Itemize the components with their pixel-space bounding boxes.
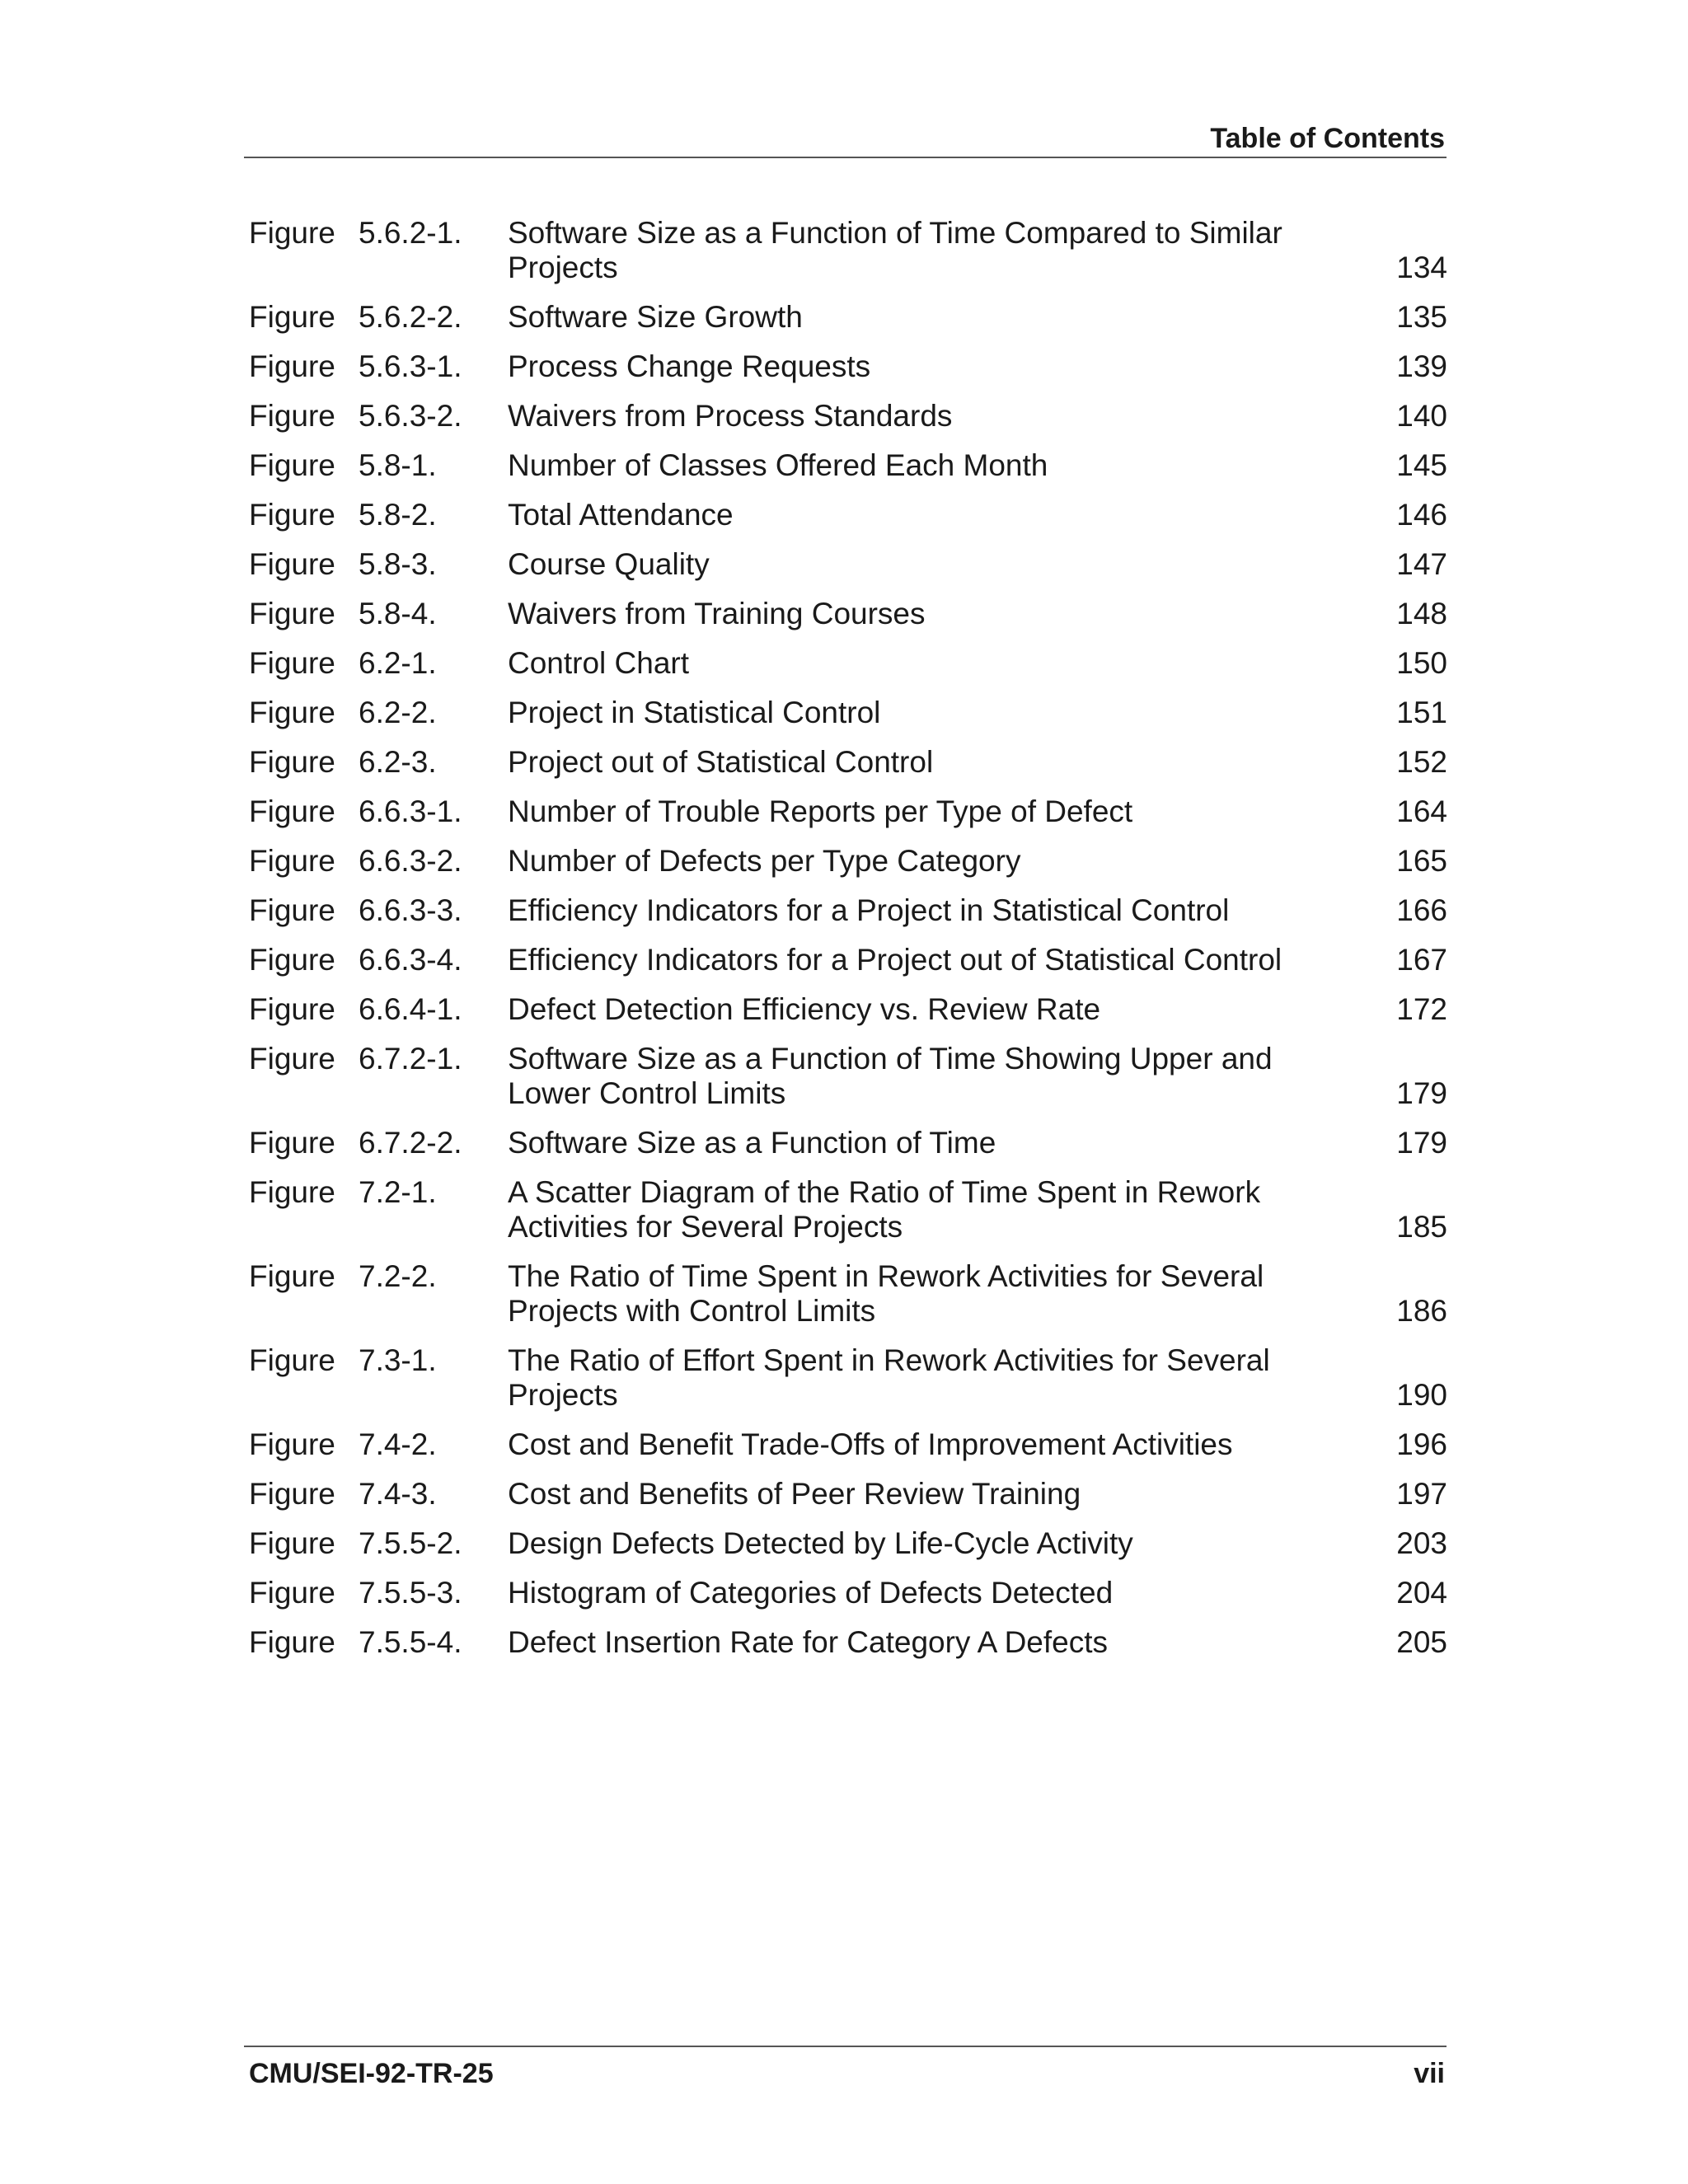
toc-entry-number: 6.2-1. xyxy=(359,646,437,680)
toc-entry-label: Figure xyxy=(249,1427,335,1461)
toc-entry-number: 5.6.3-1. xyxy=(359,349,462,383)
toc-entry-page: 140 xyxy=(1396,399,1447,433)
toc-entry-page: 190 xyxy=(1396,1378,1447,1412)
toc-entry[interactable] xyxy=(249,399,1447,434)
toc-entry-title xyxy=(508,300,1332,335)
toc-entry-title-line: Design Defects Detected by Life-Cycle Activity xyxy=(508,1526,1133,1560)
toc-entry[interactable] xyxy=(249,1259,1447,1329)
toc-entry[interactable] xyxy=(249,448,1447,483)
toc-entry-number: 6.2-2. xyxy=(359,696,437,729)
list-of-figures xyxy=(249,216,1447,1675)
toc-entry-number: 7.5.5-3. xyxy=(359,1576,462,1610)
toc-entry-page: 139 xyxy=(1396,349,1447,383)
toc-entry-title xyxy=(508,1477,1332,1511)
toc-entry-title xyxy=(508,1343,1332,1413)
toc-entry-page: 166 xyxy=(1396,893,1447,927)
toc-entry-title-line: Projects xyxy=(508,1378,618,1412)
toc-entry-title-line: Projects with Control Limits xyxy=(508,1294,876,1328)
toc-entry-title xyxy=(508,1042,1332,1111)
toc-entry-number: 7.4-3. xyxy=(359,1477,437,1511)
toc-entry-title-line: Histogram of Categories of Defects Detected xyxy=(508,1576,1114,1610)
header-rule xyxy=(244,157,1447,158)
toc-entry-title xyxy=(508,498,1332,532)
toc-entry[interactable] xyxy=(249,1175,1447,1244)
toc-entry-page: 179 xyxy=(1396,1126,1447,1160)
toc-entry-page: 145 xyxy=(1396,448,1447,482)
toc-entry-number: 6.6.3-3. xyxy=(359,893,462,927)
toc-entry[interactable] xyxy=(249,1343,1447,1413)
toc-entry-label: Figure xyxy=(249,1126,335,1160)
toc-entry-page: 185 xyxy=(1396,1210,1447,1244)
toc-entry-number: 6.6.3-4. xyxy=(359,943,462,977)
toc-entry-page: 151 xyxy=(1396,696,1447,729)
toc-entry-label: Figure xyxy=(249,992,335,1026)
toc-entry-title-line: Process Change Requests xyxy=(508,349,871,383)
toc-entry-label: Figure xyxy=(249,1576,335,1610)
toc-entry-label: Figure xyxy=(249,794,335,828)
toc-entry-title xyxy=(508,844,1332,879)
toc-entry-title-line: Software Size as a Function of Time xyxy=(508,1126,996,1160)
toc-entry-title xyxy=(508,448,1332,483)
toc-entry-title-line: Projects xyxy=(508,251,618,284)
toc-entry-title-line: Course Quality xyxy=(508,547,710,581)
toc-entry-title-line: Cost and Benefit Trade-Offs of Improvement Activities xyxy=(508,1427,1233,1461)
toc-entry-page: 172 xyxy=(1396,992,1447,1026)
toc-entry-number: 7.2-2. xyxy=(359,1259,437,1293)
toc-entry-label: Figure xyxy=(249,349,335,383)
footer-rule xyxy=(244,2046,1447,2047)
toc-entry-page: 186 xyxy=(1396,1294,1447,1328)
toc-entry-page: 148 xyxy=(1396,597,1447,630)
toc-entry-title xyxy=(508,1175,1332,1244)
toc-entry-number: 7.4-2. xyxy=(359,1427,437,1461)
toc-entry[interactable] xyxy=(249,646,1447,681)
toc-entry[interactable] xyxy=(249,943,1447,977)
toc-entry[interactable] xyxy=(249,1526,1447,1561)
report-id: CMU/SEI-92-TR-25 xyxy=(249,2058,494,2089)
toc-entry-label: Figure xyxy=(249,498,335,532)
toc-entry-number: 5.8-2. xyxy=(359,498,437,532)
toc-entry-title-line: Project in Statistical Control xyxy=(508,696,881,729)
toc-entry-label: Figure xyxy=(249,547,335,581)
toc-entry[interactable] xyxy=(249,794,1447,829)
toc-entry-label: Figure xyxy=(249,1625,335,1659)
toc-entry-title-line: Waivers from Training Courses xyxy=(508,597,926,630)
toc-entry-title-line: Software Size Growth xyxy=(508,300,803,334)
toc-entry-title-line: Waivers from Process Standards xyxy=(508,399,953,433)
toc-entry[interactable] xyxy=(249,498,1447,532)
toc-entry-page: 204 xyxy=(1396,1576,1447,1610)
toc-entry-page: 134 xyxy=(1396,251,1447,284)
toc-entry[interactable] xyxy=(249,893,1447,928)
toc-entry-number: 7.5.5-2. xyxy=(359,1526,462,1560)
toc-entry-title xyxy=(508,794,1332,829)
toc-entry-title xyxy=(508,547,1332,582)
toc-entry-label: Figure xyxy=(249,646,335,680)
toc-entry[interactable] xyxy=(249,1477,1447,1511)
toc-entry-title xyxy=(508,216,1332,285)
toc-entry-number: 6.7.2-2. xyxy=(359,1126,462,1160)
toc-entry-label: Figure xyxy=(249,893,335,927)
toc-entry-number: 6.6.3-2. xyxy=(359,844,462,878)
toc-entry-title-line: Project out of Statistical Control xyxy=(508,745,934,779)
toc-entry-page: 165 xyxy=(1396,844,1447,878)
toc-entry-title xyxy=(508,943,1332,977)
toc-entry-label: Figure xyxy=(249,448,335,482)
toc-entry-label: Figure xyxy=(249,597,335,630)
toc-entry-title-line: A Scatter Diagram of the Ratio of Time Spent in Rework xyxy=(508,1175,1261,1209)
toc-entry[interactable] xyxy=(249,1576,1447,1610)
toc-entry-number: 5.8-1. xyxy=(359,448,437,482)
toc-entry[interactable] xyxy=(249,844,1447,879)
toc-entry-label: Figure xyxy=(249,1477,335,1511)
toc-entry-page: 205 xyxy=(1396,1625,1447,1659)
toc-entry-page: 197 xyxy=(1396,1477,1447,1511)
toc-entry[interactable] xyxy=(249,1625,1447,1660)
toc-entry-number: 5.6.3-2. xyxy=(359,399,462,433)
toc-entry-title xyxy=(508,1126,1332,1160)
toc-entry-title-line: The Ratio of Effort Spent in Rework Activities for Several xyxy=(508,1343,1270,1377)
toc-entry-number: 7.2-1. xyxy=(359,1175,437,1209)
toc-entry-title xyxy=(508,893,1332,928)
toc-entry-label: Figure xyxy=(249,696,335,729)
toc-entry-title xyxy=(508,745,1332,780)
toc-entry-page: 203 xyxy=(1396,1526,1447,1560)
toc-entry-title xyxy=(508,1576,1332,1610)
toc-entry-title xyxy=(508,1427,1332,1462)
toc-entry-title-line: Software Size as a Function of Time Compared to Similar xyxy=(508,216,1282,250)
toc-entry-page: 147 xyxy=(1396,547,1447,581)
toc-entry[interactable] xyxy=(249,745,1447,780)
toc-entry-number: 5.6.2-1. xyxy=(359,216,462,250)
toc-entry-page: 196 xyxy=(1396,1427,1447,1461)
toc-entry-title xyxy=(508,349,1332,384)
toc-entry-title-line: Control Chart xyxy=(508,646,690,680)
toc-entry-number: 7.5.5-4. xyxy=(359,1625,462,1659)
toc-entry-title-line: Activities for Several Projects xyxy=(508,1210,903,1244)
toc-entry-title xyxy=(508,1526,1332,1561)
toc-entry-title-line: Lower Control Limits xyxy=(508,1076,786,1110)
toc-entry[interactable] xyxy=(249,216,1447,285)
toc-entry-label: Figure xyxy=(249,1526,335,1560)
toc-entry-label: Figure xyxy=(249,844,335,878)
toc-entry-title xyxy=(508,597,1332,631)
toc-entry-number: 7.3-1. xyxy=(359,1343,437,1377)
toc-entry-title-line: Number of Trouble Reports per Type of Defect xyxy=(508,794,1133,828)
toc-entry-title-line: Cost and Benefits of Peer Review Training xyxy=(508,1477,1081,1511)
toc-entry-number: 6.6.4-1. xyxy=(359,992,462,1026)
toc-entry[interactable] xyxy=(249,597,1447,631)
toc-entry[interactable] xyxy=(249,1427,1447,1462)
toc-entry-title xyxy=(508,646,1332,681)
toc-entry-number: 6.2-3. xyxy=(359,745,437,779)
toc-entry-label: Figure xyxy=(249,300,335,334)
toc-entry-page: 146 xyxy=(1396,498,1447,532)
toc-entry-title xyxy=(508,696,1332,730)
toc-entry-label: Figure xyxy=(249,1042,335,1076)
toc-entry-number: 5.8-4. xyxy=(359,597,437,630)
page-number: vii xyxy=(1414,2058,1445,2089)
toc-entry-label: Figure xyxy=(249,1175,335,1209)
toc-entry-title xyxy=(508,1259,1332,1329)
toc-entry[interactable] xyxy=(249,1042,1447,1111)
toc-entry-title-line: Software Size as a Function of Time Showing Upper and xyxy=(508,1042,1273,1076)
toc-entry-title-line: Total Attendance xyxy=(508,498,734,532)
toc-entry-label: Figure xyxy=(249,1259,335,1293)
toc-entry-label: Figure xyxy=(249,943,335,977)
toc-entry[interactable] xyxy=(249,349,1447,384)
toc-entry-label: Figure xyxy=(249,216,335,250)
toc-entry-title-line: Efficiency Indicators for a Project out of Statistical Control xyxy=(508,943,1282,977)
toc-entry-title xyxy=(508,992,1332,1027)
toc-entry[interactable] xyxy=(249,992,1447,1027)
toc-entry-title-line: Defect Insertion Rate for Category A Defects xyxy=(508,1625,1109,1659)
toc-entry-number: 5.6.2-2. xyxy=(359,300,462,334)
toc-entry-label: Figure xyxy=(249,745,335,779)
toc-entry-title-line: Defect Detection Efficiency vs. Review Rate xyxy=(508,992,1101,1026)
toc-entry-page: 150 xyxy=(1396,646,1447,680)
toc-entry-page: 167 xyxy=(1396,943,1447,977)
toc-entry[interactable] xyxy=(249,300,1447,335)
toc-entry[interactable] xyxy=(249,1126,1447,1160)
toc-entry[interactable] xyxy=(249,547,1447,582)
toc-entry-label: Figure xyxy=(249,399,335,433)
toc-entry-number: 5.8-3. xyxy=(359,547,437,581)
toc-entry-number: 6.6.3-1. xyxy=(359,794,462,828)
running-header-title: Table of Contents xyxy=(1210,123,1445,154)
toc-entry-title xyxy=(508,399,1332,434)
toc-entry-title-line: Number of Classes Offered Each Month xyxy=(508,448,1048,482)
toc-entry-page: 164 xyxy=(1396,794,1447,828)
toc-entry-title-line: The Ratio of Time Spent in Rework Activities for Several xyxy=(508,1259,1264,1293)
toc-entry-title-line: Efficiency Indicators for a Project in Statistical Control xyxy=(508,893,1230,927)
toc-entry-title-line: Number of Defects per Type Category xyxy=(508,844,1021,878)
toc-entry[interactable] xyxy=(249,696,1447,730)
toc-entry-number: 6.7.2-1. xyxy=(359,1042,462,1076)
toc-entry-label: Figure xyxy=(249,1343,335,1377)
toc-entry-title xyxy=(508,1625,1332,1660)
toc-entry-page: 152 xyxy=(1396,745,1447,779)
toc-entry-page: 135 xyxy=(1396,300,1447,334)
toc-entry-page: 179 xyxy=(1396,1076,1447,1110)
